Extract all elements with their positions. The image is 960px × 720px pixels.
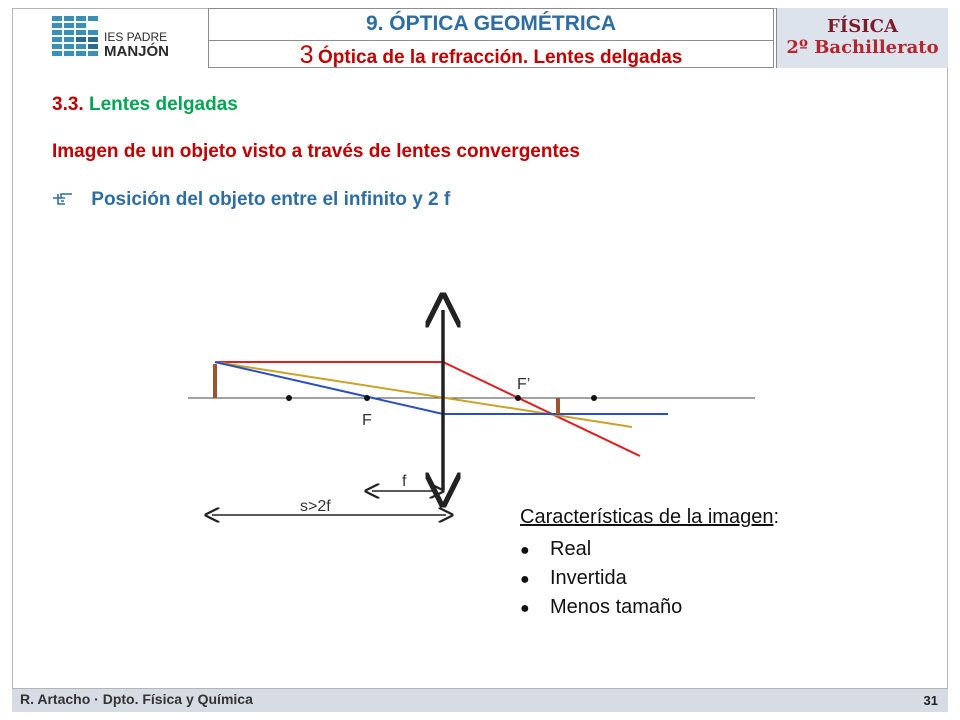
- slide-subtitle: Imagen de un objeto visto a través de lentes convergentes: [52, 141, 580, 162]
- characteristics-heading: Características de la imagen: [520, 506, 774, 528]
- subtopic-text: Óptica de la refracción. Lentes delgadas: [318, 47, 683, 68]
- focal-point-f: [364, 395, 370, 401]
- image-characteristics: [520, 506, 779, 622]
- course-level: 2º Bachillerato: [786, 37, 939, 58]
- focal-point-f-prime: [515, 395, 521, 401]
- list-item: [520, 593, 779, 622]
- logo-line1: IES PADRE: [104, 30, 168, 44]
- focal-length-label: f: [402, 473, 407, 490]
- object-distance-label: s>2f: [300, 498, 331, 515]
- focal-point-2f-image: [591, 395, 597, 401]
- characteristic-real: Real: [550, 538, 592, 560]
- list-item: [520, 535, 779, 564]
- characteristics-list: [520, 535, 779, 622]
- slide-footer: [12, 688, 948, 712]
- focus-prime-label: F’: [517, 376, 531, 393]
- footer-author: R. Artacho · Dpto. Física y Química: [20, 691, 253, 707]
- bullet-dot-icon: ●: [520, 600, 530, 617]
- focal-point-2f-object: [286, 395, 292, 401]
- characteristic-smaller: Menos tamaño: [550, 596, 683, 618]
- section-title: Lentes delgadas: [88, 94, 238, 115]
- characteristics-colon: :: [773, 506, 780, 528]
- case-bullet-text: Posición del objeto entre el infinito y 2 f: [91, 189, 451, 210]
- focus-label: F: [362, 412, 372, 429]
- bullet-dot-icon: ●: [520, 542, 530, 559]
- logo-line2: MANJÓN: [104, 43, 170, 60]
- topic-title: 9. ÓPTICA GEOMÉTRICA: [209, 9, 773, 41]
- subtopic-number: 3: [299, 41, 314, 69]
- section-number: 3.3.: [52, 94, 84, 115]
- course-subject: FÍSICA: [827, 16, 898, 37]
- bullet-dot-icon: ●: [520, 571, 530, 588]
- list-item: [520, 564, 779, 593]
- characteristic-inverted: Invertida: [550, 567, 627, 589]
- center-ray: [215, 362, 632, 427]
- page-number: 31: [923, 693, 938, 708]
